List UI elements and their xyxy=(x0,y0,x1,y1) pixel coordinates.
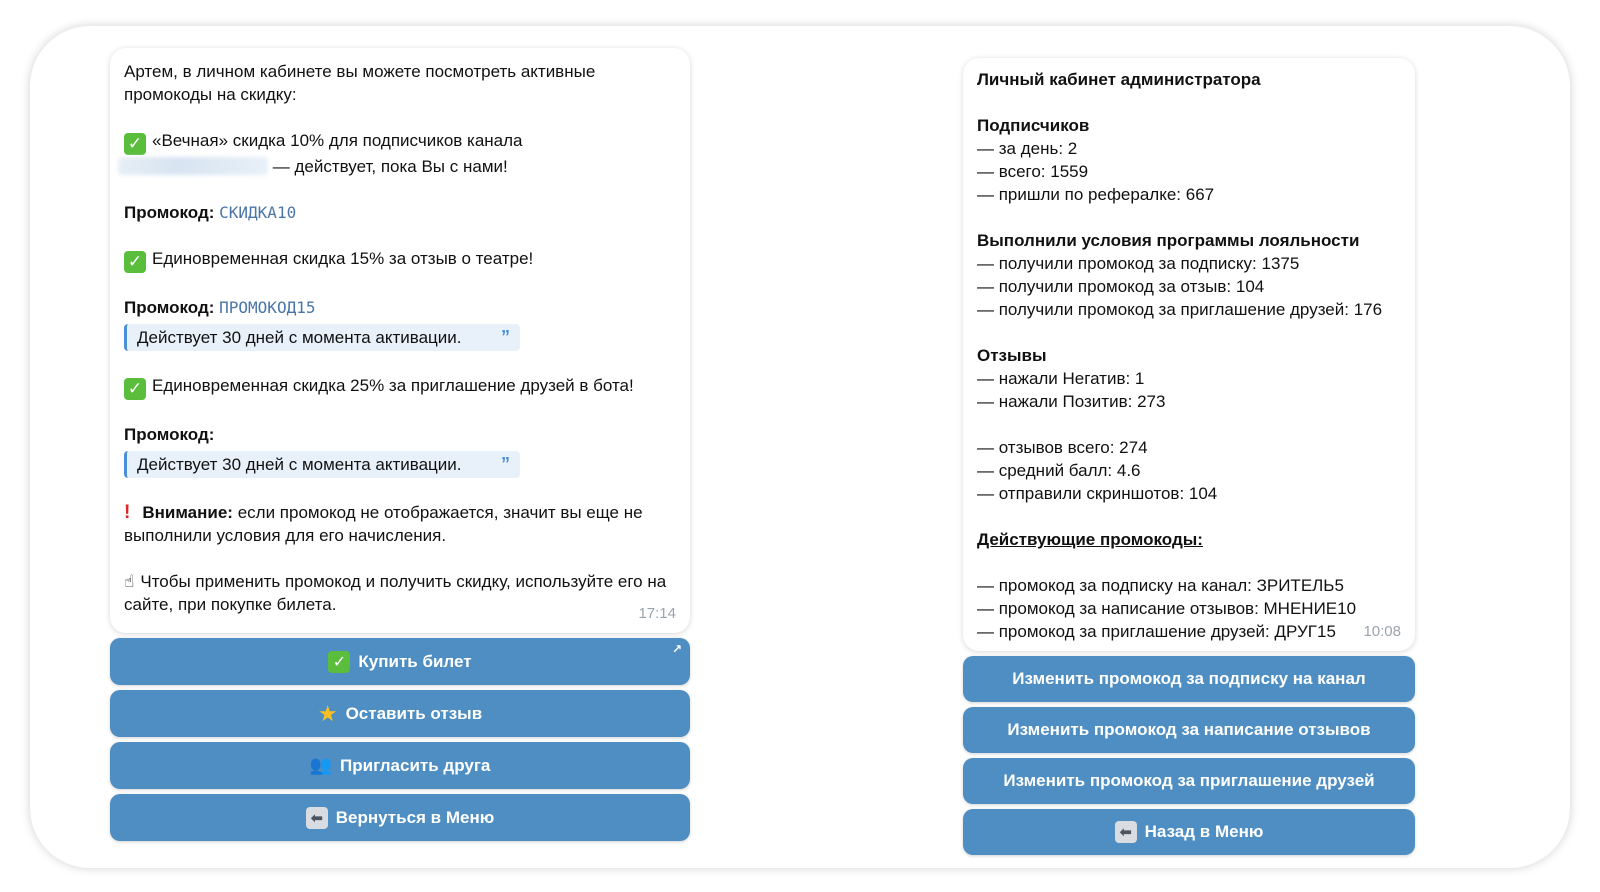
reviews-heading: Отзывы xyxy=(977,346,1047,365)
subs-line: — всего: 1559 xyxy=(977,162,1089,181)
promo-1 xyxy=(124,201,676,224)
active-promo-line: — промокод за подписку на канал: ЗРИТЕЛЬ5 xyxy=(977,576,1344,595)
reviews-line: — нажали Негатив: 1 xyxy=(977,369,1145,388)
quote-text: Действует 30 дней с момента активации. xyxy=(137,455,462,474)
offer-1-line-2 xyxy=(124,155,676,178)
star-icon: ★ xyxy=(317,700,338,726)
promo-label: Промокод: xyxy=(124,298,215,317)
offer-3 xyxy=(124,374,676,400)
exclamation-icon: ! xyxy=(124,502,131,523)
promo-code-2[interactable]: ПРОМОКОД15 xyxy=(219,298,316,317)
loyalty-line: — получили промокод за подписку: 1375 xyxy=(977,254,1300,273)
subs-line: — за день: 2 xyxy=(977,139,1078,158)
tip-text: Чтобы применить промокод и получить скидку, используйте его на сайте, при покупке билета. xyxy=(124,572,667,614)
check-icon: ✓ xyxy=(124,251,146,273)
intro-text: Артем, в личном кабинете вы можете посмотреть активные промокоды на скидку: xyxy=(124,62,596,104)
reviews-line: — нажали Позитив: 273 xyxy=(977,392,1166,411)
offer-1-text: «Вечная» скидка 10% для подписчиков канала xyxy=(152,131,523,150)
offer-1-note: — действует, пока Вы с нами! xyxy=(272,157,508,176)
quote-text: Действует 30 дней с момента активации. xyxy=(137,328,462,347)
stats-line: — отзывов всего: 274 xyxy=(977,438,1148,457)
promo-2 xyxy=(124,296,676,319)
promo-message-bubble xyxy=(110,48,690,633)
stats-line: — средний балл: 4.6 xyxy=(977,461,1141,480)
promo-code-1[interactable]: СКИДКА10 xyxy=(219,203,297,222)
message-time: 10:08 xyxy=(1363,623,1401,640)
stats-line: — отправили скриншотов: 104 xyxy=(977,484,1218,503)
promo-label: Промокод: xyxy=(124,203,215,222)
warning-text: если промокод не отображается, значит вы еще не выполнили условия для его начисления. xyxy=(124,503,643,545)
edit-invite-promo-button[interactable] xyxy=(963,758,1415,804)
validity-quote xyxy=(124,451,520,478)
offer-2 xyxy=(124,247,676,273)
active-promo-line: — промокод за написание отзывов: МНЕНИЕ10 xyxy=(977,599,1357,618)
button-label: Вернуться в Меню xyxy=(335,807,495,827)
loyalty-line: — получили промокод за отзыв: 104 xyxy=(977,277,1265,296)
promo-3 xyxy=(124,423,676,446)
back-arrow-icon: ⬅ xyxy=(1115,821,1137,843)
check-icon: ✓ xyxy=(124,378,146,400)
buy-ticket-button[interactable] xyxy=(110,638,690,685)
check-icon: ✓ xyxy=(328,651,350,673)
button-label: Изменить промокод за написание отзывов xyxy=(1007,720,1371,739)
edit-subscription-promo-button[interactable] xyxy=(963,656,1415,702)
active-promos-heading: Действующие промокоды: xyxy=(977,530,1203,549)
subs-heading: Подписчиков xyxy=(977,116,1090,135)
invite-friend-button[interactable] xyxy=(110,742,690,789)
admin-title: Личный кабинет администратора xyxy=(977,70,1261,89)
back-to-menu-button[interactable] xyxy=(110,794,690,841)
active-promo-line: — промокод за приглашение друзей: ДРУГ15 xyxy=(977,622,1336,641)
message-time: 17:14 xyxy=(638,605,676,622)
subs-line: — пришли по рефералке: 667 xyxy=(977,185,1215,204)
external-link-icon: ↗ xyxy=(671,642,682,656)
leave-review-button[interactable] xyxy=(110,690,690,737)
button-label: Изменить промокод за приглашение друзей xyxy=(1003,771,1375,790)
loyalty-heading: Выполнили условия программы лояльности xyxy=(977,231,1360,250)
user-chat-panel xyxy=(110,48,690,841)
quote-icon: ” xyxy=(501,454,510,474)
people-icon: 👥 xyxy=(309,755,333,775)
button-label: Изменить промокод за подписку на канал xyxy=(1012,669,1366,688)
offer-3-text: Единовременная скидка 25% за приглашение друзей в бота! xyxy=(152,376,634,395)
tip xyxy=(124,570,676,616)
button-label: Купить билет xyxy=(358,651,472,671)
button-label: Оставить отзыв xyxy=(345,703,483,723)
button-label: Назад в Меню xyxy=(1144,822,1264,841)
pointing-up-icon: ☝ xyxy=(124,572,135,591)
back-to-menu-button[interactable] xyxy=(963,809,1415,855)
offer-2-text: Единовременная скидка 15% за отзыв о театре! xyxy=(152,249,534,268)
admin-message-bubble xyxy=(963,58,1415,651)
back-arrow-icon: ⬅ xyxy=(306,807,328,829)
validity-quote xyxy=(124,324,520,351)
warning-label: Внимание: xyxy=(142,503,233,522)
quote-icon: ” xyxy=(501,327,510,347)
warning xyxy=(124,501,676,547)
promo-label: Промокод: xyxy=(124,425,215,444)
edit-review-promo-button[interactable] xyxy=(963,707,1415,753)
loyalty-line: — получили промокод за приглашение друзей: 176 xyxy=(977,300,1383,319)
button-label: Пригласить друга xyxy=(340,755,491,775)
channel-link-blurred[interactable] xyxy=(118,157,268,175)
offer-1 xyxy=(124,129,676,155)
admin-chat-panel xyxy=(963,58,1415,855)
check-icon: ✓ xyxy=(124,133,146,155)
